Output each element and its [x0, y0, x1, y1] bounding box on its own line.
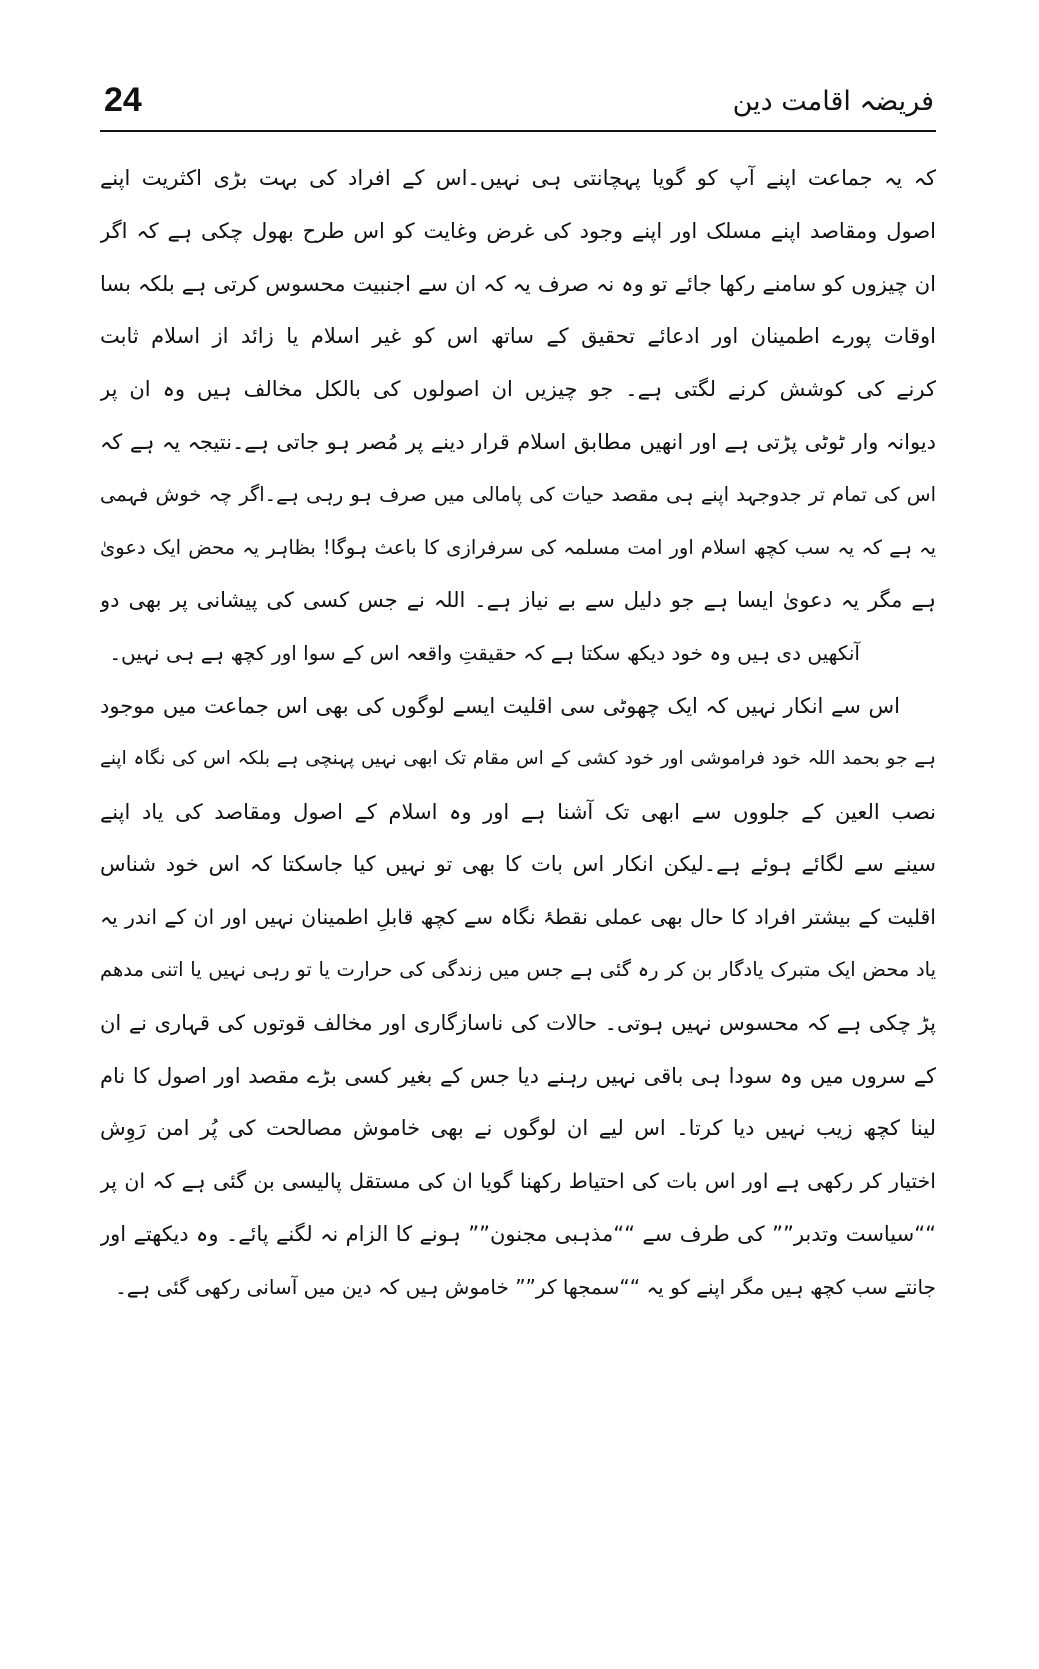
text-line: پڑ چکی ہے کہ محسوس نہیں ہوتی۔ حالات کی ناسازگاری اور مخالف قوتوں کی قہاری نے ان	[100, 1010, 936, 1035]
page-header	[100, 76, 936, 136]
text-line: یاد محض ایک متبرک یادگار بن کر رہ گئی ہے جس میں زندگی کی حرارت یا تو رہی نہیں یا اتنی مدھم	[100, 957, 936, 981]
page-number: 24	[104, 81, 142, 119]
running-title: فریضہ اقامت دین	[732, 86, 934, 117]
text-line: ہے مگر یہ دعویٰ ایسا ہے جو دلیل سے بے نیاز ہے۔ اللہ نے جس کسی کی پیشانی پر بھی دو	[100, 588, 936, 613]
text-line: جانتے سب کچھ ہیں مگر اپنے کو یہ ““سمجھا کر”” خاموش ہیں کہ دین میں آسانی رکھی گئی ہے۔	[115, 1274, 936, 1299]
text-line: نصب العین کے جلووں سے ابھی تک آشنا ہے اور وہ اسلام کے اصول ومقاصد کی یاد اپنے	[100, 799, 936, 824]
header-divider	[100, 130, 936, 132]
text-line: اقلیت کے بیشتر افراد کا حال بھی عملی نقطۂ نگاہ سے کچھ قابلِ اطمینان نہیں اور ان کے اندر یہ	[100, 905, 936, 930]
text-line: لینا کچھ زیب نہیں دیا کرتا۔ اس لیے ان لوگوں نے بھی خاموش مصالحت کی پُر امن رَوِش	[100, 1116, 936, 1141]
body-text	[100, 152, 936, 1314]
text-line: اختیار کر رکھی ہے اور اس بات کی احتیاط رکھنا گویا ان کی مستقل پالیسی بن گئی ہے کہ ان پر	[100, 1169, 936, 1194]
text-line: یہ ہے کہ یہ سب کچھ اسلام اور امت مسلمہ کی سرفرازی کا باعث ہوگا! بظاہر یہ محض ایک دعویٰ	[100, 535, 936, 559]
text-line: ““سیاست وتدبر”” کی طرف سے ““مذہبی مجنون”” ہونے کا الزام نہ لگنے پائے۔ وہ دیکھتے اور	[100, 1221, 936, 1246]
text-line: اس سے انکار نہیں کہ ایک چھوٹی سی اقلیت ایسے لوگوں کی بھی اس جماعت میں موجود	[100, 693, 900, 718]
text-line: کرنے کی کوشش کرنے لگتی ہے۔ جو چیزیں ان اصولوں کی بالکل مخالف ہیں وہ ان پر	[100, 377, 936, 402]
text-line: اوقات پورے اطمینان اور ادعائے تحقیق کے ساتھ اس کو غیر اسلام یا زائد از اسلام ثابت	[100, 324, 936, 349]
text-line: دیوانہ وار ٹوٹی پڑتی ہے اور انھیں مطابق اسلام قرار دینے پر مُصر ہو جاتی ہے۔نتیجہ یہ ہے کہ	[100, 429, 936, 454]
text-line: ان چیزوں کو سامنے رکھا جائے تو وہ نہ صرف یہ کہ ان سے اجنبیت محسوس کرتی ہے بلکہ بسا	[100, 271, 936, 296]
text-line: اس کی تمام تر جدوجہد اپنے ہی مقصد حیات کی پامالی میں صرف ہو رہی ہے۔اگر چہ خوش فہمی	[100, 482, 936, 506]
text-line: ہے جو بحمد اللہ خود فراموشی اور خود کشی کے اس مقام تک ابھی نہیں پہنچی ہے بلکہ اس کی نگاہ اپنے	[100, 747, 936, 769]
text-line: سینے سے لگائے ہوئے ہے۔لیکن انکار اس بات کا بھی تو نہیں کیا جاسکتا کہ اس خود شناس	[100, 852, 936, 877]
text-line: کہ یہ جماعت اپنے آپ کو گویا پہچانتی ہی نہیں۔اس کے افراد کی بہت بڑی اکثریت اپنے	[100, 166, 936, 190]
text-line: آنکھیں دی ہیں وہ خود دیکھ سکتا ہے کہ حقیقتِ واقعہ اس کے سوا اور کچھ ہے ہی نہیں۔	[109, 641, 860, 666]
text-line: کے سروں میں وہ سودا ہی باقی نہیں رہنے دیا جس کے بغیر کسی بڑے مقصد اور اصول کا نام	[100, 1063, 936, 1088]
text-line: اصول ومقاصد اپنے مسلک اور اپنے وجود کی غرض وغایت کو اس طرح بھول چکی ہے کہ اگر	[100, 218, 936, 243]
